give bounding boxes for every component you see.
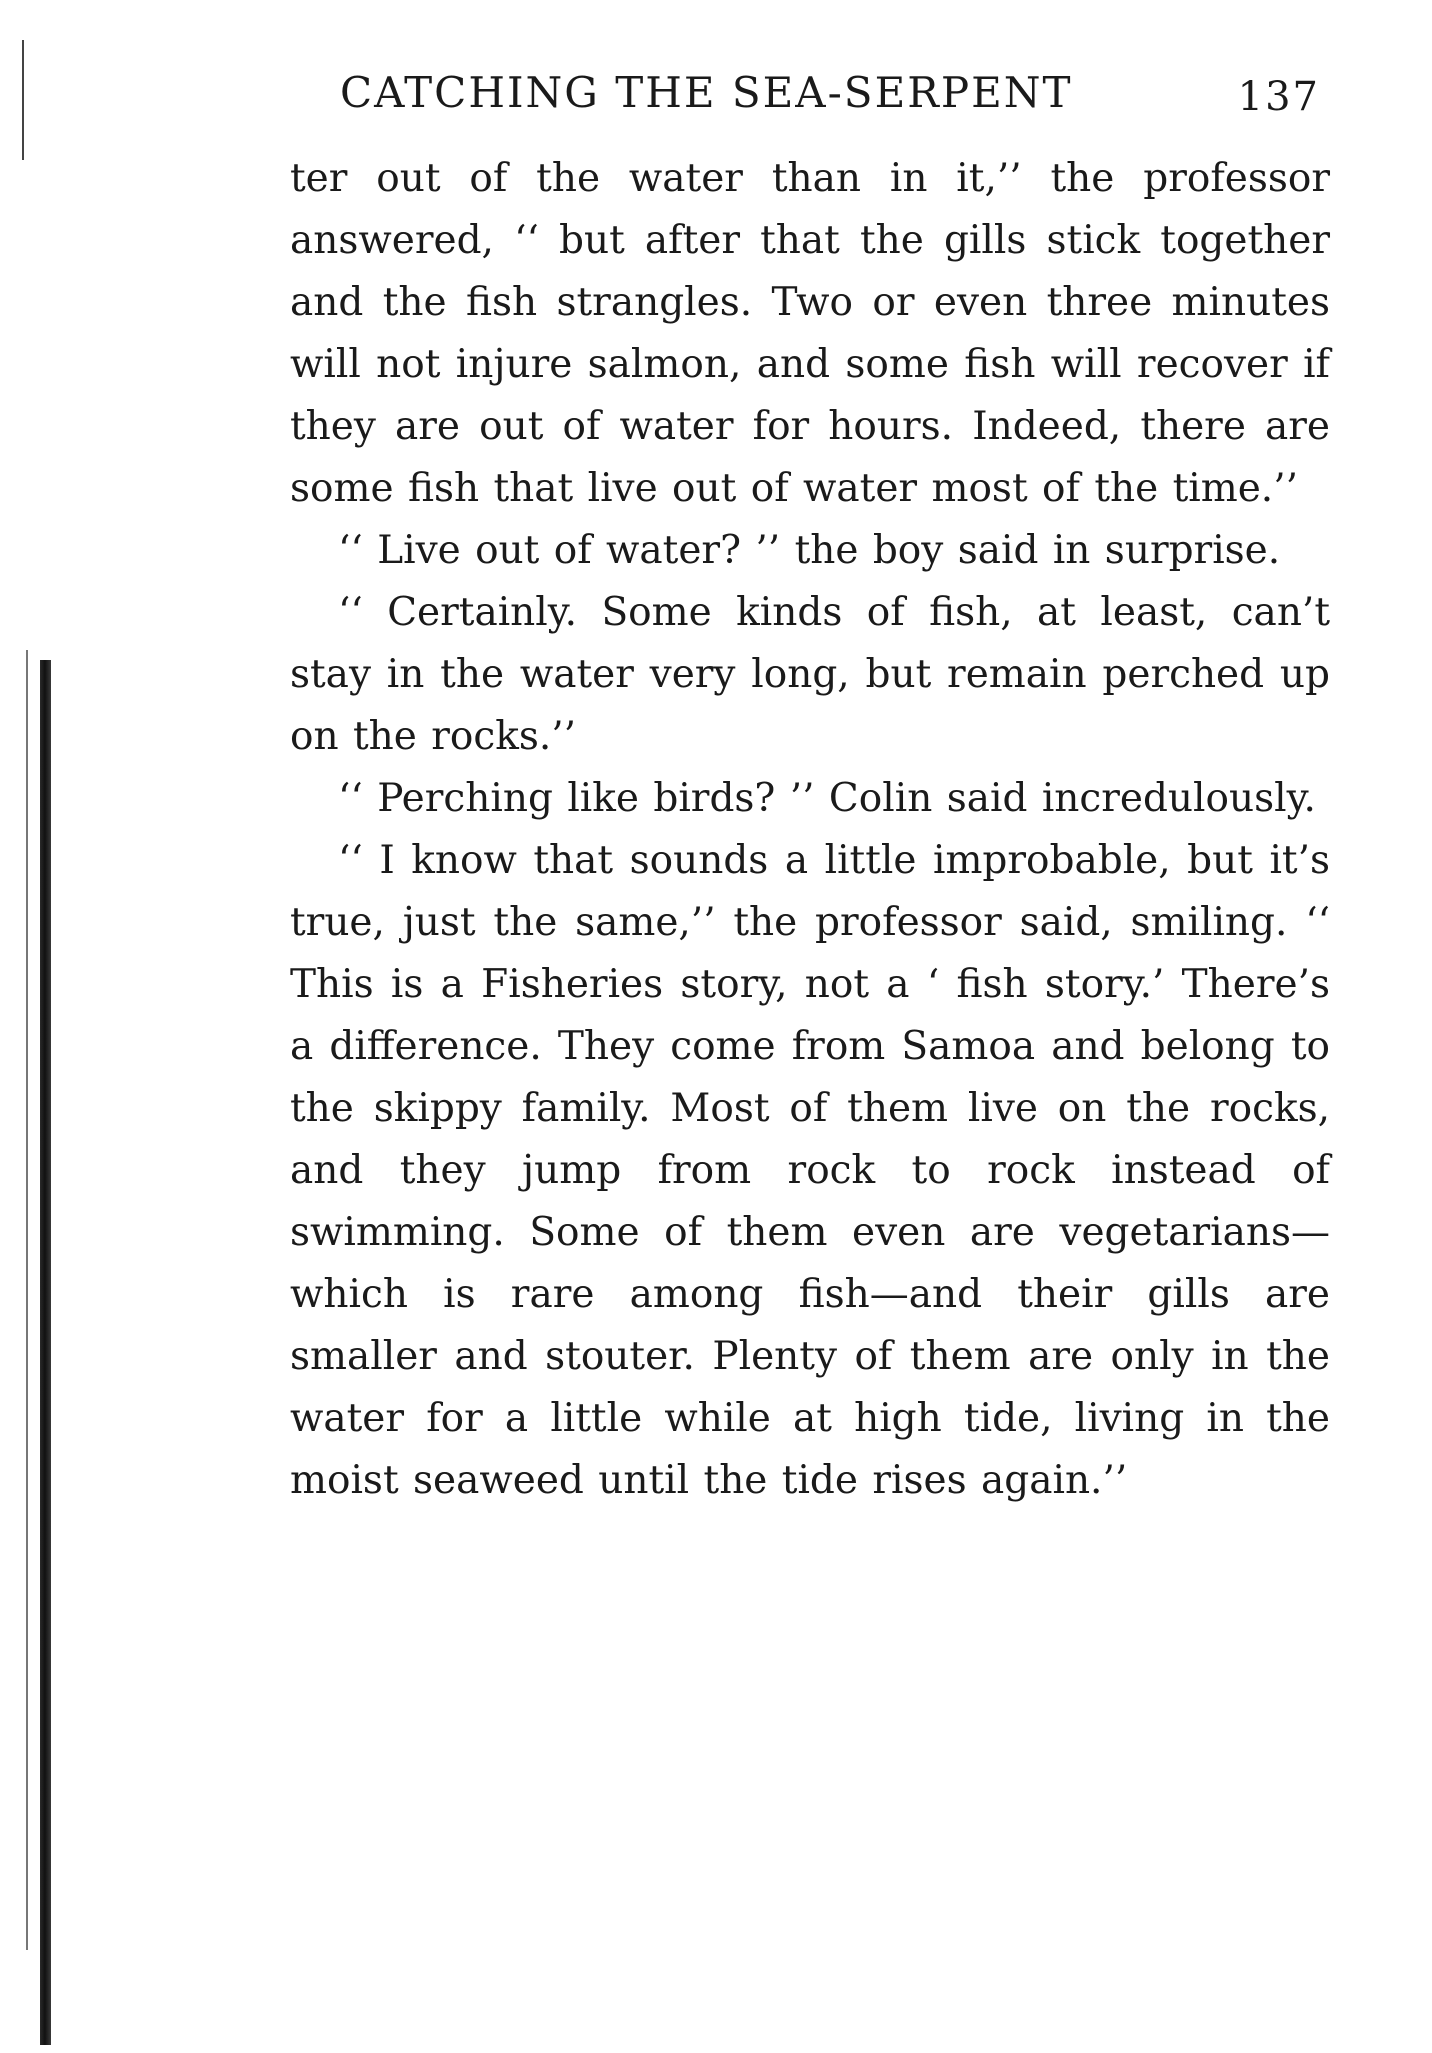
running-head [290, 60, 1330, 130]
paragraph: ‘‘ I know that sounds a little improbable, but it’s true, just the same,’’ the professor said, smiling. ‘‘ This is a Fisheries story, not a ‘ fish story.’ There’s a difference. They come from Samoa and belong to the skippy family. Most of them live on the rocks, and they jump from rock to rock instead of swimming. Some of them even are vegetarians—which is rare among fish—and their gills are smaller and stouter. Plenty of them are only in the water for a little while at high tide, living in the moist seaweed until the tide rises again.’’ [290, 838, 1330, 1503]
page-edge-shadow-top [22, 40, 24, 160]
page-number: 137 [1237, 74, 1320, 120]
paragraph: ‘‘ Certainly. Some kinds of fish, at least, can’t stay in the water very long, but remain perched up on the rocks.’’ [290, 590, 1330, 759]
paragraph: ter out of the water than in it,’’ the professor answered, ‘‘ but after that the gills stick together and the fish strangles. Two or even three minutes will not injure salmon, and some fish will recover if they are out of water for hours. Indeed, there are some fish that live out of water most of the time.’’ [290, 156, 1330, 511]
book-binding-edge [40, 660, 51, 2045]
book-page [290, 60, 1330, 1512]
paragraph: ‘‘ Live out of water? ’’ the boy said in surprise. [338, 528, 1281, 573]
paragraph: ‘‘ Perching like birds? ’’ Colin said incredulously. [338, 776, 1316, 821]
page-edge-shadow [26, 650, 28, 1950]
chapter-title: CATCHING THE SEA-SERPENT [340, 68, 1073, 117]
body-text [290, 148, 1330, 1512]
